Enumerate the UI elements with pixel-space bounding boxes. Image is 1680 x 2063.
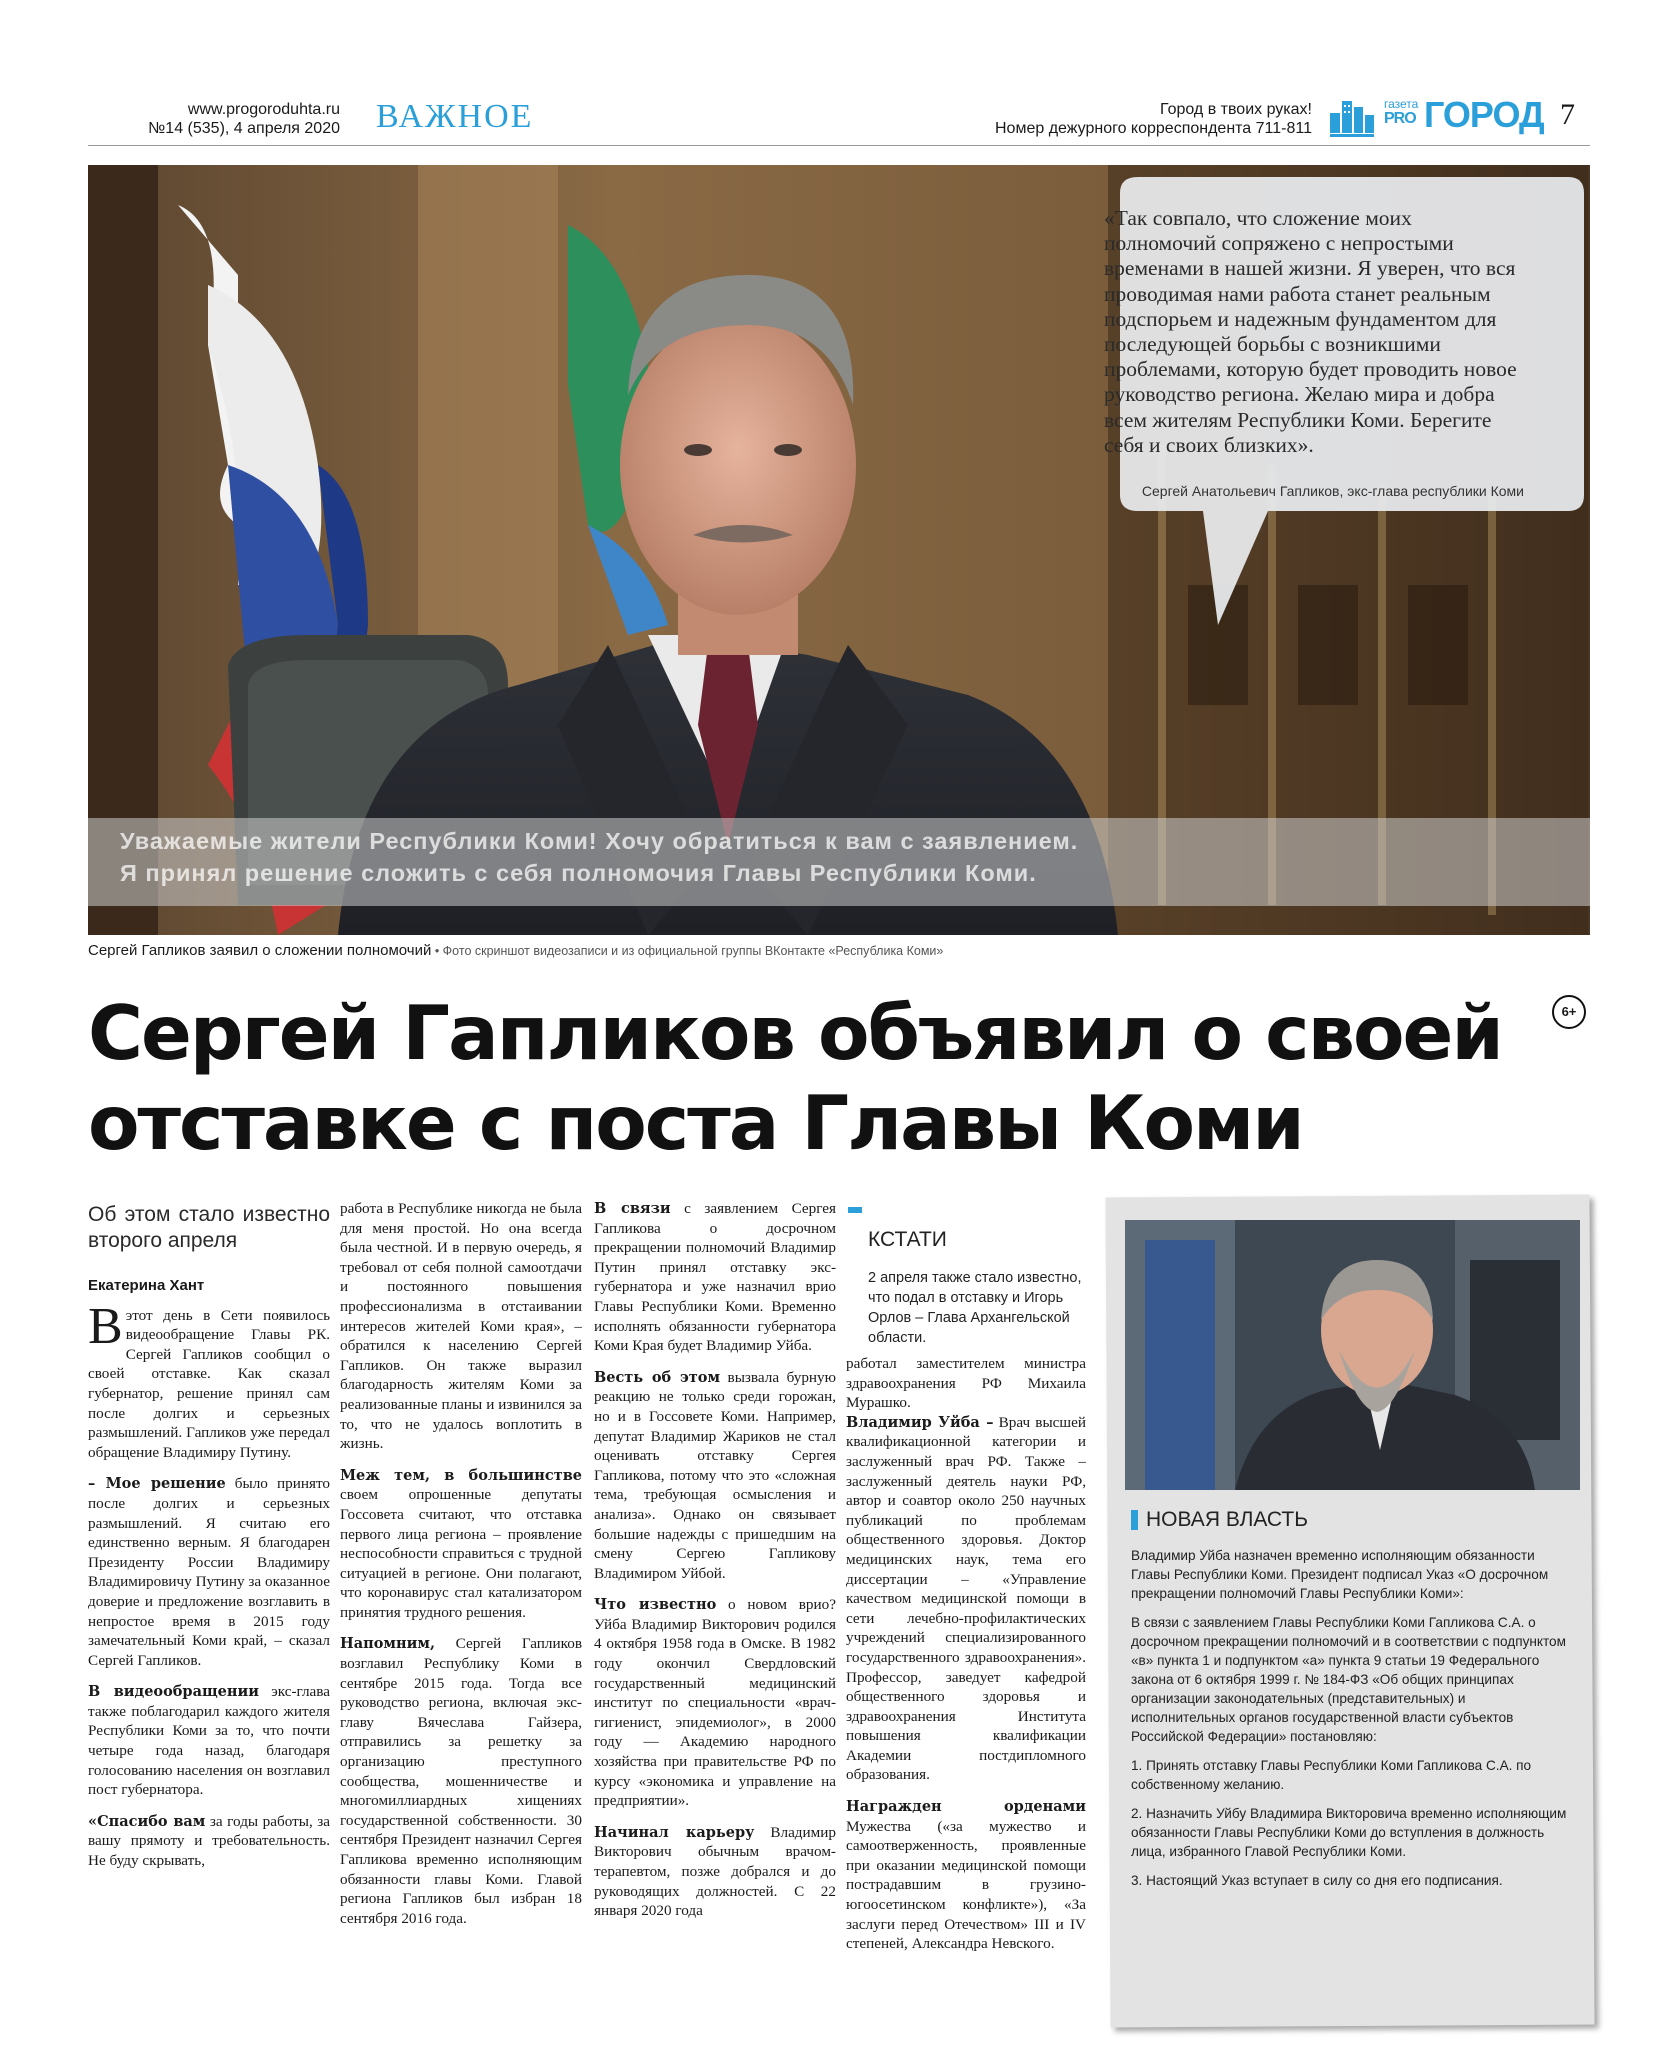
article-paragraph: Вэтот день в Сети появилось видеообращение Главы РК. Сергей Гапликов сообщил о своей отставке. Как сказал губернатор, решение принял сам после долгих и серьезных размышлений. Гапликов уже передал обращение Владимиру Путину. xyxy=(88,1297,330,1461)
kstati-accent-bar xyxy=(848,1207,862,1213)
article-paragraph: «Спасибо вам за годы работы, за вашу прямоту и требовательность. Не буду скрывать, xyxy=(88,1812,331,1870)
article-paragraph: В связи с заявлением Сергея Гапликова о досрочном прекращении полномочий Владимир Путин принял отставку экс-губернатора и уже назначил врио Главы Республики Коми. Временно исполнять обязанности губернатора Коми Края будет Владимир Уйба. xyxy=(594,1200,836,1355)
logo-city-icon xyxy=(1330,95,1374,137)
article-column-3 xyxy=(594,1199,836,1933)
sidebar-photo-illustration xyxy=(1125,1220,1580,1490)
logo-pro: PRO xyxy=(1384,110,1416,127)
hotline: Номер дежурного корреспондента 711-811 xyxy=(995,120,1312,137)
slogan: Город в твоих руках! xyxy=(1159,101,1312,118)
kstati-title: КСТАТИ xyxy=(868,1228,947,1251)
article-paragraph: Напомним, Сергей Гапликов возглавил Республику Коми в сентябре 2015 года. Тогда все руководство региона, включая экс-главу Вячеслава Гайзера, отправились за решетку за организацию преступного сообщества, мошенничестве и многомиллиардных хищениях государственной собственности. 30 сентября Президент назначил Сергея Гапликова временно исполняющим обязанности главы Коми. Главой региона Гапликов был избран 18 сентября 2016 года. xyxy=(340,1635,582,1927)
photo-caption-text: Сергей Гапликов заявил о сложении полномочий xyxy=(88,942,432,959)
sidebar-list-item: 2. Назначить Уйбу Владимира Викторовича временно исполняющим обязанности Главы Республики Коми до вступления в должность лица, избранного Главой Республики Коми. xyxy=(1131,1806,1567,1859)
sidebar-photo xyxy=(1125,1220,1580,1490)
video-subtitle-line-2: Я принял решение сложить с себя полномочия Главы Республики Коми. xyxy=(120,860,1037,886)
section-title: ВАЖНОЕ xyxy=(376,98,534,135)
article-paragraph: работа в Республике никогда не была для меня простой. Но она всегда была честной. И в первую очередь, я требовал от себя полной самоотдачи и постоянного повышения профессионализма в отстаивании интересов жителей Коми края», – обратился к населению Сергей Гапликов. Он также выразил благодарность жителям Коми за реализованные планы и извинился за то, что не удалось воплотить в жизнь. xyxy=(340,1200,582,1453)
sidebar-list-item: 3. Настоящий Указ вступает в силу со дня его подписания. xyxy=(1131,1873,1503,1888)
sidebar-paragraph: В связи с заявлением Главы Республики Коми Гапликова С.А. о досрочном прекращении полномочий и в соответствии с подпунктом «в» пункта 1 и подпунктом «а» пункта 9 статьи 19 Федерального закона от 6 октября 1999 г. № 184-ФЗ «Об общих принципах организации законодательных (представительных) и исполнительных органов государственной власти субъектов Российской Федерации» постановляю: xyxy=(1131,1615,1566,1744)
article-paragraph: Что известно о новом врио? Уйба Владимир Викторович родился 4 октября 1958 года в Омске. В 1982 году окончил Свердловский государственный медицинский институт по специальности «врач-гигиенист, эпидемиолог», в 2000 году — Академию народного хозяйства при правительстве РФ по курсу «экономика и управление на предприятии». xyxy=(594,1596,836,1810)
drop-cap: В xyxy=(88,1297,123,1355)
article-paragraph: Награжден орденами Мужества («за мужество и самоотверженность, проявленные при оказании медицинской помощи пострадавшим в грузино-югоосетинском конфликте»), «За заслуги перед Отечеством» III и IV степеней, Александра Невского. xyxy=(846,1798,1086,1953)
article-column-2 xyxy=(340,1199,582,1940)
sidebar-paragraph: Владимир Уйба назначен временно исполняющим обязанности Главы Республики Коми. Президент подписал Указ «О досрочном прекращении полномочий Главы Республики Коми»: xyxy=(1131,1548,1549,1601)
quote-text: «Так совпало, что сложение моих полномочий сопряжено с непростыми временами в нашей жизни. Я уверен, что вся проводимая нами работа станет реальным подспорьем и надежным фундаментом для последующей борьбы с возникшими проблемами, которую будет проводить новое руководство региона. Желаю мира и добра всем жителям Республики Коми. Берегите себя и своих близких». xyxy=(1104,206,1517,457)
header-divider xyxy=(88,145,1590,146)
article-paragraph: работал заместителем министра здравоохранения РФ Михаила Мурашко. xyxy=(846,1355,1086,1412)
article-paragraph: Меж тем, в большинстве своем опрошенные депутаты Госсовета считают, что отставка первого лица региона – проявление неспособности справиться с трудной ситуацией в регионе. Они полагают, что коронавирус стал катализатором принятия трудного решения. xyxy=(340,1466,582,1621)
quote-author: Сергей Анатольевич Гапликов, экс-глава республики Коми xyxy=(1141,483,1524,499)
headline-line-2: отставке с поста Главы Коми xyxy=(88,1079,1303,1167)
masthead-left xyxy=(140,100,340,138)
headline-line-1: Сергей Гапликов объявил о своей xyxy=(88,989,1502,1077)
article-column-4 xyxy=(846,1354,1086,1966)
article-paragraph: В видеообращении экс-глава также поблагодарил каждого жителя Республики Коми за то, что почти четыре года назад, благодаря голосованию населения он возглавил пост губернатора. xyxy=(88,1683,330,1799)
issue-info: №14 (535), 4 апреля 2020 xyxy=(148,120,340,137)
page-number: 7 xyxy=(1560,98,1575,131)
article-paragraph: – Мое решение было принято после долгих и серьезных размышлений. Я считаю его единственно верным. Я благодарен Президенту России Владимиру Владимировичу Путину за оказанное доверие и предложение возглавить в непростое время в 2015 году замечательный Коми край, – сказал Сергей Гапликов. xyxy=(88,1475,330,1669)
sidebar-body xyxy=(1131,1546,1571,1900)
sidebar-title: НОВАЯ ВЛАСТЬ xyxy=(1146,1508,1308,1531)
masthead-right xyxy=(900,100,1312,138)
article-author: Екатерина Хант xyxy=(88,1277,205,1294)
kstati-text: 2 апреля также стало известно, что подал в отставку и Игорь Орлов – Глава Архангельской области. xyxy=(868,1270,1082,1346)
logo-gorod: ГОРОД xyxy=(1424,94,1544,135)
video-subtitle-line-1: Уважаемые жители Республики Коми! Хочу обратиться к вам с заявлением. xyxy=(120,828,1079,854)
site-url[interactable]: www.progoroduhta.ru xyxy=(187,101,340,118)
sidebar-accent-bar xyxy=(1131,1510,1138,1530)
photo-caption xyxy=(88,942,943,959)
article-column-1 xyxy=(88,1202,330,1883)
photo-credit: • Фото скриншот видеозаписи и из официальной группы ВКонтакте «Республика Коми» xyxy=(431,944,944,958)
headline xyxy=(88,988,1588,1168)
age-rating-badge: 6+ xyxy=(1552,995,1586,1029)
logo-gazeta: газета xyxy=(1384,97,1419,111)
article-paragraph: Весть об этом вызвала бурную реакцию не только среди горожан, но и в Госсовете Коми. Например, депутат Владимир Жариков не стал оценивать отставку Сергея Гапликова, потому что это «сложная тема, требующая осмысления и анализа». Однако он связывает большие надежды с пришедшим на смену Сергею Гапликову Владимиром Уйбой. xyxy=(594,1368,836,1582)
article-lead: Об этом стало известно второго апреля xyxy=(88,1203,330,1252)
article-paragraph: Владимир Уйба – Врач высшей квалификационной категории и заслуженный врач РФ. Также – заслуженный деятель науки РФ, автор и соавтор около 250 научных публикаций по проблемам общественного здоровья. Доктор медицинских наук, тема его диссертации – «Управление качеством медицинской помощи в сети лечебно-профилактических учреждений специализированного государственного здравоохранения». Профессор, заведует кафедрой общественного здоровья и здравоохранения Института повышения квалификации Академии постдипломного образования. xyxy=(846,1413,1086,1784)
sidebar-list-item: 1. Принять отставку Главы Республики Коми Гапликова С.А. по собственному желанию. xyxy=(1131,1758,1532,1792)
article-paragraph: Начинал карьеру Владимир Викторович обычным врачом-терапевтом, позже добрался и до руководящих должностей. С 22 января 2020 года xyxy=(594,1823,836,1920)
